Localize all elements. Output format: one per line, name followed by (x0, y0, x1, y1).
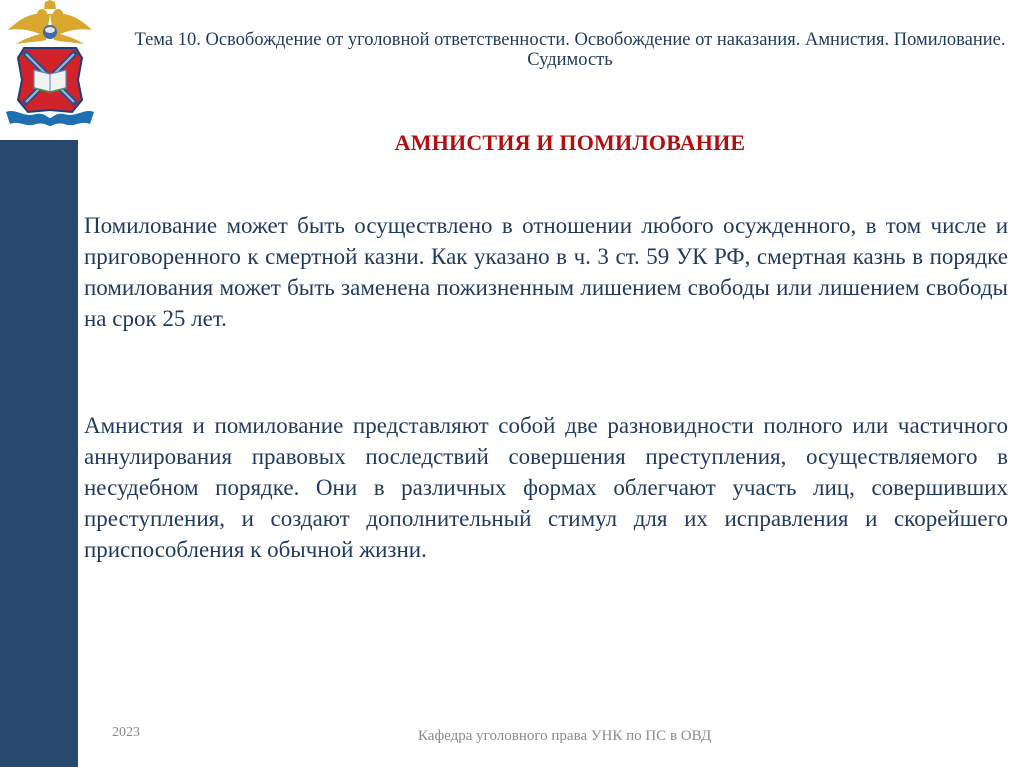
slide-topic-header: Тема 10. Освобождение от уголовной ответственности. Освобождение от наказания. Амнистия. Помилование. Судимость (134, 30, 1006, 70)
body-paragraph-amnesty: Амнистия и помилование представляют собой две разновидности полного или частичного аннулирования правовых последствий совершения преступления, осуществляемого в несудебном порядке. Они в различных формах облегчают участь лиц, совершивших преступления, и создают дополнительный стимул для их исправления и скорейшего приспособления к обычной жизни. (84, 413, 1008, 562)
police-academy-emblem-icon (2, 0, 98, 130)
section-title: АМНИСТИЯ И ПОМИЛОВАНИЕ (394, 130, 746, 155)
footer-year: 2023 (112, 725, 140, 740)
body-paragraph-pardon: Помилование может быть осуществлено в отношении любого осужденного, в том числе и приговоренного к смертной казни. Как указано в ч. 3 ст. 59 УК РФ, смертная казнь в порядке помилования может быть заменена пожизненным лишением свободы или лишением свободы на срок 25 лет. (84, 213, 1008, 331)
footer-department: Кафедра уголовного права УНК по ПС в ОВД (418, 728, 712, 744)
left-sidebar-bar (0, 140, 78, 767)
